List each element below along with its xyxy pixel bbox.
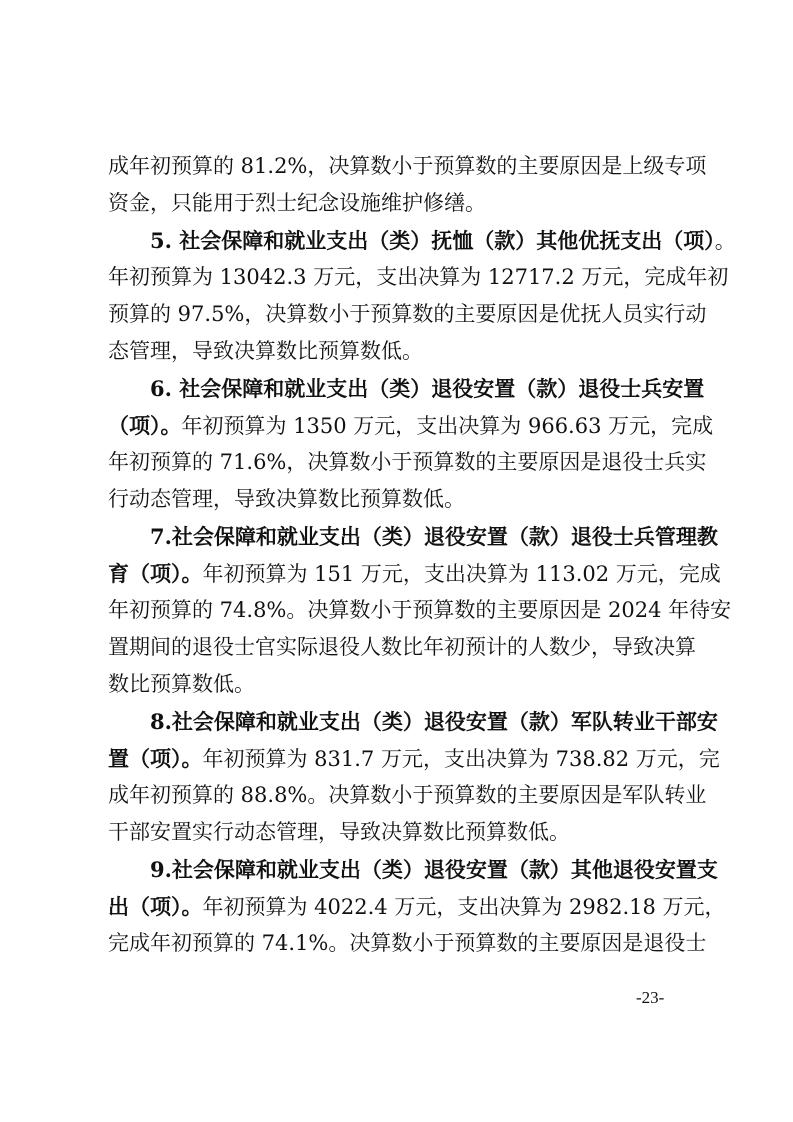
body-text: 预算的 97.5%，决算数小于预算数的主要原因是优抚人员实行动 [108,302,707,326]
body-text: 态管理，导致决算数比预算数低。 [108,339,423,363]
text-line [108,222,736,259]
body-text: 。 [714,229,736,253]
body-text: 年初预算为 1350 万元，支出决算为 966.63 万元，完成 [181,414,714,438]
text-line [108,481,690,518]
body-text: 干部安置实行动态管理，导致决算数比预算数低。 [108,820,570,844]
text-line [108,814,690,851]
body-text: 成年初预算的 81.2%，决算数小于预算数的主要原因是上级专项 [108,154,707,178]
bold-heading-text: 9.社会保障和就业支出（类）退役安置（款）其他退役安置支 [150,857,718,882]
paragraph [108,222,736,370]
bold-heading-text: 8.社会保障和就业支出（类）退役安置（款）军队转业干部安 [150,709,718,734]
text-line [108,592,732,629]
paragraph [108,703,720,851]
text-line [108,851,718,888]
document-body [108,148,736,962]
text-line [108,259,729,296]
text-line [108,518,718,555]
body-text: 成年初预算的 88.8%。决算数小于预算数的主要原因是军队转业 [108,783,707,807]
text-line [108,777,707,814]
body-text: 完成年初预算的 74.1%。决算数小于预算数的主要原因是退役士 [108,931,707,955]
text-line [108,444,707,481]
paragraph [108,370,714,518]
text-line [108,185,690,222]
bold-heading-text: 出（项）。 [108,894,203,919]
text-line [108,888,726,925]
text-line [108,333,690,370]
text-line [108,703,718,740]
body-text: 数比预算数低。 [108,672,255,696]
body-text: 行动态管理，导致决算数比预算数低。 [108,487,465,511]
text-line [108,370,705,407]
body-text: 年初预算为 4022.4 万元，支出决算为 2982.18 万元， [202,895,726,919]
body-text: 年初预算为 151 万元，支出决算为 113.02 万元，完成 [202,562,721,586]
paragraph [108,518,732,703]
bold-heading-text: （项）。 [108,413,182,438]
text-line [108,629,696,666]
text-line [108,296,707,333]
body-text: 年初预算为 831.7 万元，支出决算为 738.82 万元，完 [202,747,720,771]
text-line [108,407,714,444]
paragraph [108,148,707,222]
body-text: 年初预算的 71.6%，决算数小于预算数的主要原因是退役士兵实 [108,450,707,474]
text-line [108,666,690,703]
paragraph [108,851,726,962]
bold-heading-text: 育（项）。 [108,561,203,586]
bold-heading-text: 5. 社会保障和就业支出（类）抚恤（款）其他优抚支出（项） [150,228,715,253]
body-text: 置期间的退役士官实际退役人数比年初预计的人数少，导致决算 [108,635,696,659]
bold-heading-text: 置（项）。 [108,746,203,771]
text-line [108,925,707,962]
body-text: 年初预算为 13042.3 万元，支出决算为 12717.2 万元，完成年初 [108,265,729,289]
bold-heading-text: 7.社会保障和就业支出（类）退役安置（款）退役士兵管理教 [150,524,718,549]
body-text: 年初预算的 74.8%。决算数小于预算数的主要原因是 2024 年待安 [108,598,732,622]
text-line [108,740,720,777]
page-number: -23- [636,988,665,1007]
body-text: 资金，只能用于烈士纪念设施维护修缮。 [108,191,486,215]
text-line [108,148,707,185]
text-line [108,555,721,592]
bold-heading-text: 6. 社会保障和就业支出（类）退役安置（款）退役士兵安置 [150,376,705,401]
